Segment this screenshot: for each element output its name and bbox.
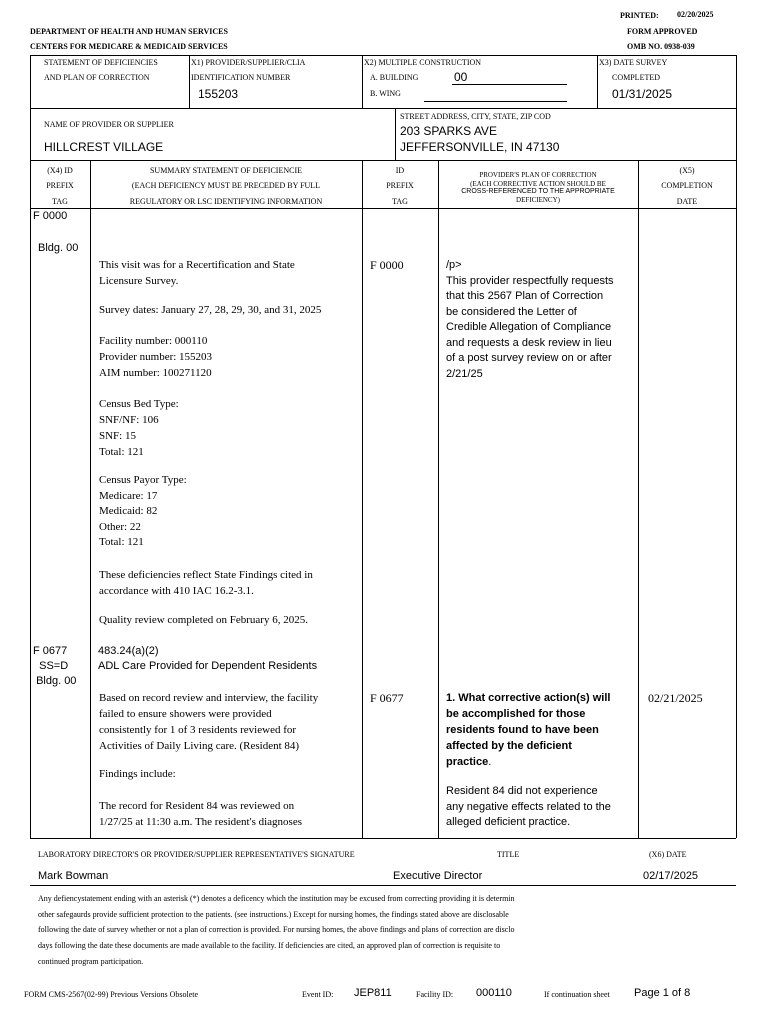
record-review-text: The record for Resident 84 was reviewed on 1/27/25 at 11:30 a.m. The resident's diagnoses	[99, 800, 303, 828]
signature-label: LABORATORY DIRECTOR'S OR PROVIDER/SUPPLIER REPRESENTATIVE'S SIGNATURE	[38, 850, 355, 859]
x2-label: X2) MULTIPLE CONSTRUCTION	[364, 58, 482, 67]
x4-label: (X4) ID	[47, 166, 73, 175]
signer-name: Mark Bowman	[38, 870, 109, 882]
wing-label: B. WING	[370, 89, 401, 98]
disclaimer-line-2: other safegaurds provide sufficient protection to the patients. (see instructions.) Except for nursing homes, the findings stated above are disclosable	[38, 910, 509, 919]
department-name: DEPARTMENT OF HEALTH AND HUMAN SERVICES	[30, 27, 228, 36]
id-tag: TAG	[392, 197, 408, 206]
title-label: TITLE	[497, 850, 520, 859]
form-approved: FORM APPROVED	[627, 27, 698, 36]
quality-review: Quality review completed on February 6, 2025.	[99, 614, 308, 626]
right-tag-f0000: F 0000	[370, 258, 404, 272]
plan-label: AND PLAN OF CORRECTION	[44, 73, 150, 82]
cms-name: CENTERS FOR MEDICARE & MEDICAID SERVICES	[30, 42, 228, 51]
disclaimer-line-1: Any defiencystatement ending with an asterisk (*) denotes a deficency which the institution may be excused from correcting providing it is determin	[38, 894, 515, 903]
omb-number: OMB NO. 0938-039	[627, 42, 695, 51]
street-address: 203 SPARKS AVE	[400, 124, 497, 138]
regulation-number: 483.24(a)(2)	[98, 645, 159, 657]
x6-date-label: (X6) DATE	[649, 850, 687, 859]
visit-text: This visit was for a Recertification and State Licensure Survey.	[99, 259, 295, 287]
facility-id-label: Facility ID:	[416, 990, 454, 999]
regulation-title: ADL Care Provided for Dependent Residents	[98, 660, 318, 672]
x4-tag: TAG	[52, 197, 68, 206]
x1-sublabel: IDENTIFICATION NUMBER	[191, 73, 291, 82]
x5-date: DATE	[676, 197, 698, 206]
disclaimer-line-3: following the date of survey whether or not a plan of correction is provided. For nursing homes, the above findings and plans of correction are disclo	[38, 925, 515, 934]
summary-subheading: (EACH DEFICIENCY MUST BE PRECEDED BY FULL	[131, 181, 321, 190]
deficiency-description: Based on record review and interview, the facility failed to ensure showers were provided consistently for 1 of 3 residents reviewed for Activities of Daily Living care. (Resident 84)	[99, 692, 319, 752]
findings-include: Findings include:	[99, 768, 176, 780]
plan-of-correction-2: 1. What corrective action(s) will be accomplished for those residents found to have been affected by the deficient practice.	[446, 692, 611, 768]
continuation-label: If continuation sheet	[544, 990, 610, 999]
census-payor-type: Census Payor Type: Medicare: 17 Medicaid: 82 Other: 22 Total: 121	[99, 474, 187, 548]
event-id-label: Event ID:	[302, 990, 334, 999]
form-number: FORM CMS-2567(02-99) Previous Versions Obsolete	[24, 990, 199, 999]
x5-completion: COMPLETION	[661, 181, 713, 190]
provider-id: 155203	[198, 87, 239, 101]
page-number: Page 1 of 8	[634, 987, 691, 999]
plan-subheading-3: DEFICIENCY)	[516, 196, 560, 204]
id-label: ID	[395, 166, 405, 175]
event-id: JEP811	[354, 987, 392, 999]
city-state-zip: JEFFERSONVILLE, IN 47130	[400, 140, 560, 154]
disclaimer-line-4: days following the date these documents are made available to the facility. If deficiencies are cited, an approved plan of correction is requisite to	[38, 941, 501, 950]
right-tag-f0677: F 0677	[370, 691, 404, 705]
building-value: 00	[454, 70, 468, 84]
census-bed-type: Census Bed Type: SNF/NF: 106 SNF: 15 Total: 121	[99, 398, 179, 458]
plan-heading: PROVIDER'S PLAN OF CORRECTION	[479, 171, 597, 179]
plan-of-correction-2-text: Resident 84 did not experience any negative effects related to the alleged deficient practice.	[446, 785, 611, 828]
x4-prefix: PREFIX	[46, 181, 74, 190]
x5-label: (X5)	[679, 166, 695, 175]
summary-subheading-2: REGULATORY OR LSC IDENTIFYING INFORMATION	[129, 197, 323, 206]
signature-date: 02/17/2025	[643, 870, 699, 882]
building-label: A. BUILDING	[370, 73, 419, 82]
facility-numbers: Facility number: 000110 Provider number: 155203 AIM number: 100271120	[99, 335, 213, 379]
provider-name-label: NAME OF PROVIDER OR SUPPLIER	[44, 120, 174, 129]
tag-f0677: F 0677 SS=D Bldg. 00	[33, 645, 77, 687]
printed-label: PRINTED:	[620, 11, 659, 20]
id-prefix: PREFIX	[386, 181, 414, 190]
x3-label: X3) DATE SURVEY	[599, 58, 668, 67]
street-address-label: STREET ADDRESS, CITY, STATE, ZIP COD	[400, 112, 551, 121]
summary-heading: SUMMARY STATEMENT OF DEFICIENCIE	[149, 166, 303, 175]
signer-title: Executive Director	[393, 870, 483, 882]
x1-label: X1) PROVIDER/SUPPLIER/CLIA	[191, 58, 306, 67]
building-tag: Bldg. 00	[38, 242, 79, 254]
survey-completed-date: 01/31/2025	[612, 87, 673, 101]
printed-date: 02/20/2025	[677, 10, 714, 19]
plan-subheading-2: CROSS-REFERENCED TO THE APPROPRIATE	[461, 188, 615, 195]
plan-of-correction-1: /p> This provider respectfully requests that this 2567 Plan of Correction be considered the Letter of Credible Allegation of Compliance and requests a desk review in lieu of a post survey review on or after 2/21/25	[446, 259, 614, 380]
disclaimer-line-5: continued program participation.	[38, 957, 144, 966]
x3-sublabel: COMPLETED	[612, 73, 660, 82]
tag-f0000: F 0000	[33, 210, 68, 222]
deficiencies-reflect: These deficiencies reflect State Findings cited in accordance with 410 IAC 16.2-3.1.	[99, 569, 313, 597]
facility-id: 000110	[476, 987, 512, 999]
survey-dates: Survey dates: January 27, 28, 29, 30, and 31, 2025	[99, 304, 322, 316]
provider-name: HILLCREST VILLAGE	[44, 140, 164, 154]
completion-date: 02/21/2025	[648, 691, 703, 705]
plan-subheading: (EACH CORRECTIVE ACTION SHOULD BE	[470, 180, 606, 188]
statement-label: STATEMENT OF DEFICIENCIES	[44, 58, 158, 67]
